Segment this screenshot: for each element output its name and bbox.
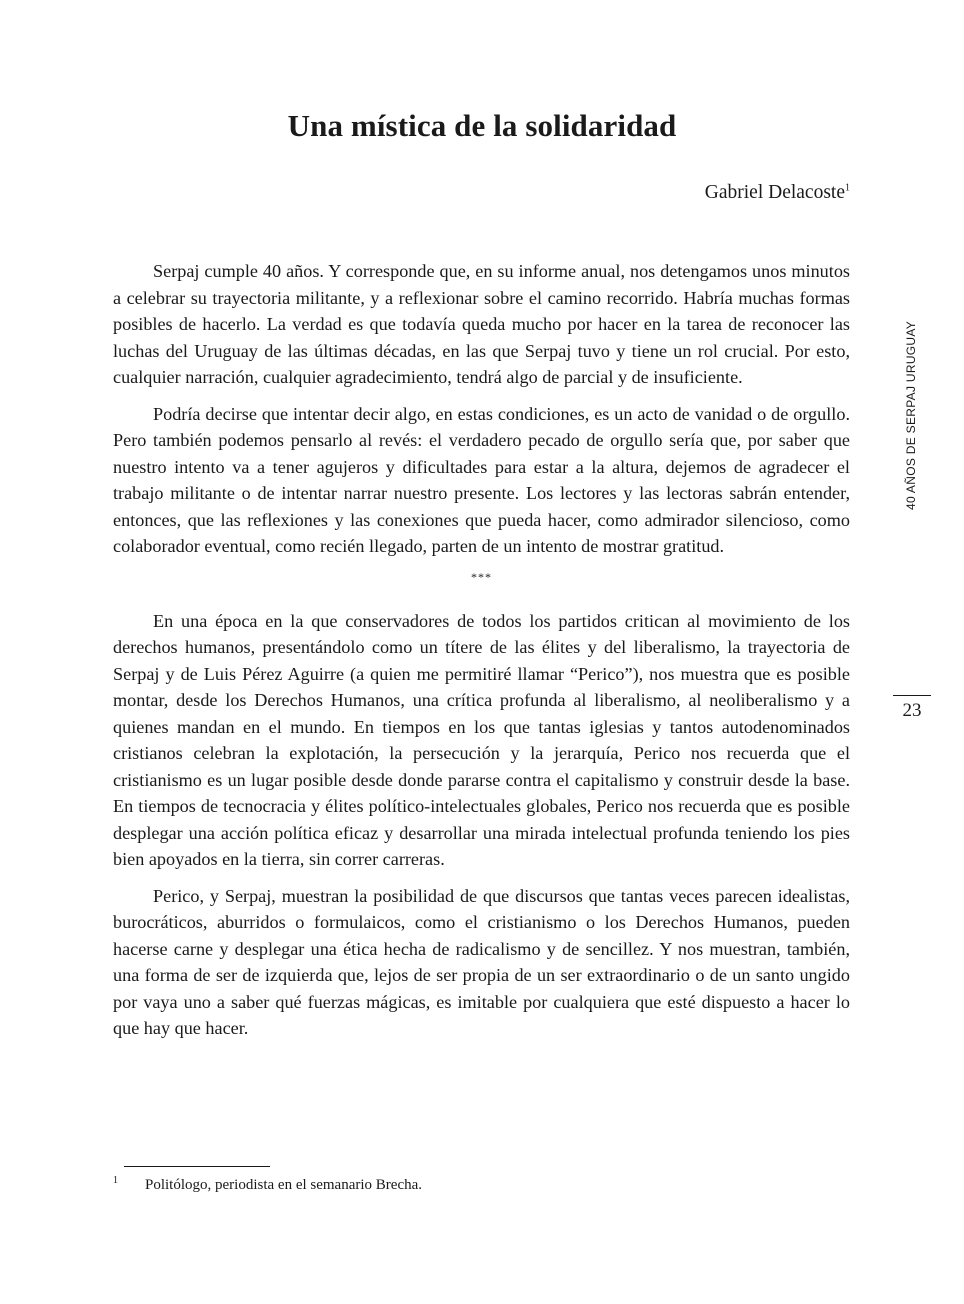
section-separator: *** <box>471 569 492 584</box>
article-title: Una mística de la solidaridad <box>287 108 677 143</box>
footnote-divider <box>124 1166 270 1167</box>
author-name: Gabriel Delacoste <box>704 182 845 203</box>
footnote: 1 Politólogo, periodista en el semanario Brecha. <box>113 1175 423 1193</box>
paragraph-1: Serpaj cumple 40 años. Y corresponde que, en su informe anual, nos detengamos unos minutos a celebrar su trayectoria militante, y a reflexionar sobre el camino recorrido. Habría muchas formas posibles de hacerlo. La verdad es que todavía queda mucho por hacer en la tarea de reconocer las luchas del Uruguay de las últimas décadas, en las que Serpaj tuvo y tiene un rol crucial. Por esto, cualquier narración, cualquier agradecimiento, tendrá algo de parcial y de insuficiente. <box>113 261 850 387</box>
footnote-reference[interactable]: 1 <box>845 182 850 194</box>
paragraph-3: En una época en la que conservadores de todos los partidos critican al movimiento de los derechos humanos, presentándolo como un títere de las élites y del liberalismo, la trayectoria de Serpaj y de Luis Pérez Aguirre (a quien me permitiré llamar “Perico”), nos muestra que es posible montar, desde los Derechos Humanos, una crítica profunda al liberalismo, al neoliberalismo y a quienes mandan en el mundo. En tiempos en los que tantas iglesias y tantos autodenominados cristianos celebran la explotación, la persecución y la jerarquía, Perico nos recuerda que el cristianismo es un lugar posible desde donde pararse contra el capitalismo y construir desde la base. En tiempos de tecnocracia y élites político-intelectuales globales, Perico nos recuerda que es posible desplegar una acción política eficaz y desarrollar una mirada intelectual profunda teniendo los pies bien apoyados en la tierra, sin correr carreras. <box>113 610 850 869</box>
paragraph-2: Podría decirse que intentar decir algo, en estas condiciones, es un acto de vanidad o de orgullo. Pero también podemos pensarlo al revés: el verdadero pecado de orgullo sería que, por saber que nuestro intento va a tener agujeros y dificultades para estar a la altura, dejemos de agradecer el trabajo militante o de intentar narrar nuestro presente. Los lectores y las lectoras sabrán entender, entonces, que las reflexiones y las conexiones que pueda hacer, como admirador silencioso, como colaborador eventual, como recién llegado, parten de un intento de mostrar gratitud. <box>113 403 850 556</box>
author-byline <box>705 182 850 204</box>
running-header-vertical: 40 AÑOS DE SERPAJ URUGUAY <box>904 320 918 510</box>
paragraph-4: Perico, y Serpaj, muestran la posibilidad de que discursos que tantas veces parecen idealistas, burocráticos, aburridos o formulaicos, como el cristianismo o los Derechos Humanos, pueden hacerse carne y desplegar una ética hecha de radicalismo y de sencillez. Y nos muestran, también, una forma de ser de izquierda que, lejos de ser propia de un ser extraordinario o de un santo ungido por vaya uno a saber qué fuerzas mágicas, es imitable por cualquiera que esté dispuesto a hacer lo que hay que hacer. <box>113 885 850 1038</box>
footnote-text: Politólogo, periodista en el semanario Brecha. <box>145 1177 423 1193</box>
article-body <box>113 258 850 1052</box>
page-number: 23 <box>902 700 922 721</box>
page-number-rule <box>893 695 931 696</box>
